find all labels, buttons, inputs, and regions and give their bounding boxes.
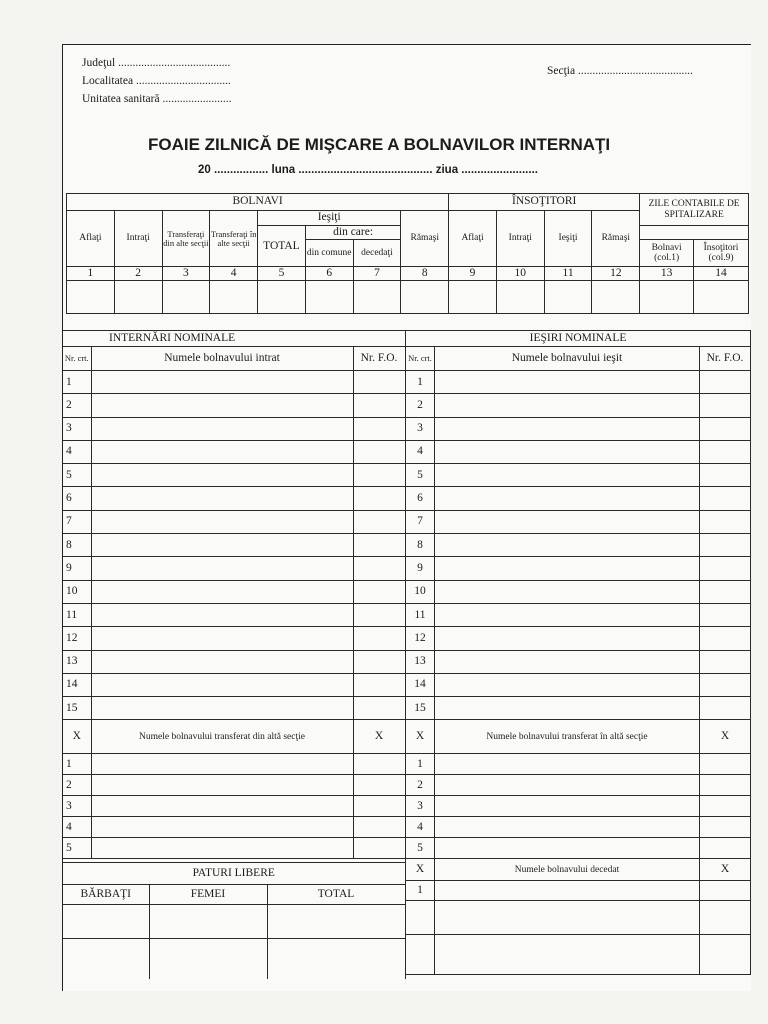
row-number: 2 bbox=[63, 775, 91, 796]
internare-row bbox=[63, 417, 405, 440]
transfer-din-row bbox=[63, 754, 405, 775]
row-number-cell[interactable] bbox=[406, 901, 435, 935]
patient-name-cell[interactable] bbox=[91, 487, 353, 510]
internare-row bbox=[63, 697, 405, 720]
row-number: 15 bbox=[406, 697, 435, 720]
patient-name-cell[interactable] bbox=[435, 796, 700, 817]
col-number: 3 bbox=[162, 267, 210, 281]
col-number: 14 bbox=[694, 267, 749, 281]
patient-name-cell[interactable] bbox=[435, 417, 700, 440]
col-decedati: decedaţi bbox=[353, 240, 401, 267]
fo-number-cell[interactable] bbox=[700, 754, 751, 775]
row-number: 4 bbox=[63, 817, 91, 838]
x-mark: X bbox=[700, 720, 751, 754]
iesire-row bbox=[406, 510, 751, 533]
total-value[interactable] bbox=[267, 905, 405, 939]
internari-heading: INTERNĂRI NOMINALE bbox=[63, 331, 405, 347]
fo-number-cell[interactable] bbox=[353, 440, 405, 463]
iesire-row bbox=[406, 580, 751, 603]
col-number: 13 bbox=[640, 267, 694, 281]
internare-row bbox=[63, 394, 405, 417]
entry-cell[interactable] bbox=[449, 281, 497, 314]
col-din-care: din care: bbox=[305, 226, 401, 240]
paturi-libere-table bbox=[63, 862, 406, 979]
patient-name-cell[interactable] bbox=[435, 464, 700, 487]
entry-cell[interactable] bbox=[162, 281, 210, 314]
patient-name-cell[interactable] bbox=[91, 510, 353, 533]
x-mark: X bbox=[406, 859, 435, 881]
fo-number-cell[interactable] bbox=[700, 394, 751, 417]
row-number: 15 bbox=[63, 697, 91, 720]
iesire-row bbox=[406, 417, 751, 440]
row-number: 3 bbox=[63, 796, 91, 817]
fo-number-cell[interactable] bbox=[700, 580, 751, 603]
transfer-din-row bbox=[63, 817, 405, 838]
fo-number-cell[interactable] bbox=[353, 796, 405, 817]
entry-cell[interactable] bbox=[401, 281, 449, 314]
patient-name-cell[interactable] bbox=[435, 371, 700, 394]
patient-name-cell[interactable] bbox=[435, 673, 700, 696]
patient-name-cell[interactable] bbox=[435, 487, 700, 510]
row-number: 3 bbox=[406, 796, 435, 817]
col-ins-ramasi: Rămaşi bbox=[592, 211, 640, 267]
fo-number-cell[interactable] bbox=[353, 603, 405, 626]
fo-number-cell[interactable] bbox=[700, 901, 751, 935]
entry-cell[interactable] bbox=[353, 281, 401, 314]
col-number: 1 bbox=[67, 267, 115, 281]
nr-fo-header: Nr. F.O. bbox=[700, 347, 751, 371]
row-number: 14 bbox=[63, 673, 91, 696]
row-number: 3 bbox=[63, 417, 91, 440]
row-number: 6 bbox=[63, 487, 91, 510]
patient-name-cell[interactable] bbox=[91, 603, 353, 626]
judetul-field[interactable]: Judeţul ....................................... bbox=[82, 57, 231, 69]
fo-number-cell[interactable] bbox=[353, 650, 405, 673]
fo-number-cell[interactable] bbox=[700, 440, 751, 463]
row-number: 5 bbox=[63, 838, 91, 859]
patient-name-cell[interactable] bbox=[91, 440, 353, 463]
row-number: 11 bbox=[406, 603, 435, 626]
form-title: FOAIE ZILNICĂ DE MIŞCARE A BOLNAVILOR INTERNAŢI bbox=[148, 135, 611, 154]
iesire-row bbox=[406, 673, 751, 696]
internare-row bbox=[63, 603, 405, 626]
fo-number-cell[interactable] bbox=[353, 754, 405, 775]
fo-number-cell[interactable] bbox=[353, 838, 405, 859]
unitatea-sanitara-field[interactable]: Unitatea sanitară ........................ bbox=[82, 93, 232, 105]
fo-number-cell[interactable] bbox=[700, 673, 751, 696]
col-number: 5 bbox=[258, 267, 306, 281]
row-number: 4 bbox=[406, 817, 435, 838]
fo-number-cell[interactable] bbox=[700, 603, 751, 626]
x-mark: X bbox=[353, 720, 405, 754]
internare-row bbox=[63, 627, 405, 650]
group-bolnavi: BOLNAVI bbox=[67, 194, 449, 211]
row-number: 5 bbox=[406, 838, 435, 859]
iesire-row bbox=[406, 697, 751, 720]
fo-number-cell[interactable] bbox=[700, 487, 751, 510]
localitatea-field[interactable]: Localitatea ................................. bbox=[82, 75, 231, 87]
fo-number-cell[interactable] bbox=[700, 935, 751, 975]
fo-number-cell[interactable] bbox=[353, 673, 405, 696]
patient-name-cell[interactable] bbox=[435, 697, 700, 720]
patient-name-cell[interactable] bbox=[435, 838, 700, 859]
fo-number-cell[interactable] bbox=[353, 371, 405, 394]
fo-number-cell[interactable] bbox=[353, 510, 405, 533]
patient-name-cell[interactable] bbox=[435, 775, 700, 796]
patient-name-cell[interactable] bbox=[91, 417, 353, 440]
patient-name-cell[interactable] bbox=[435, 754, 700, 775]
col-number: 10 bbox=[496, 267, 544, 281]
col-ramasi: Rămaşi bbox=[401, 211, 449, 267]
row-number: 12 bbox=[406, 627, 435, 650]
col-ins-aflati: Aflaţi bbox=[449, 211, 497, 267]
form-sheet bbox=[62, 44, 751, 991]
col-ins-iesiti: Ieşiţi bbox=[544, 211, 592, 267]
fo-number-cell[interactable] bbox=[700, 510, 751, 533]
patient-name-cell[interactable] bbox=[435, 557, 700, 580]
deceased-header: Numele bolnavului decedat bbox=[435, 859, 700, 881]
row-number: 2 bbox=[63, 394, 91, 417]
iesiri-heading: IEŞIRI NOMINALE bbox=[406, 331, 751, 347]
patient-name-cell[interactable] bbox=[91, 673, 353, 696]
internari-nominale-table bbox=[63, 330, 406, 859]
fo-number-cell[interactable] bbox=[700, 557, 751, 580]
patient-name-cell[interactable] bbox=[435, 510, 700, 533]
row-number: 3 bbox=[406, 417, 435, 440]
patient-name-cell[interactable] bbox=[91, 557, 353, 580]
iesire-row bbox=[406, 371, 751, 394]
fo-number-cell[interactable] bbox=[700, 697, 751, 720]
patient-name-cell[interactable] bbox=[435, 627, 700, 650]
entry-cell[interactable] bbox=[640, 281, 694, 314]
date-line[interactable]: 20 ................. luna .......................................... ziua ........................ bbox=[198, 164, 538, 176]
col-number: 6 bbox=[305, 267, 353, 281]
transfer-in-header-row bbox=[406, 720, 751, 754]
row-number-cell[interactable] bbox=[406, 935, 435, 975]
fo-number-cell[interactable] bbox=[700, 534, 751, 557]
fo-number-cell[interactable] bbox=[353, 697, 405, 720]
iesire-row bbox=[406, 394, 751, 417]
patient-name-cell[interactable] bbox=[435, 394, 700, 417]
row-number: 11 bbox=[63, 603, 91, 626]
row-number: 10 bbox=[406, 580, 435, 603]
transfer-in-row bbox=[406, 775, 751, 796]
internare-row bbox=[63, 557, 405, 580]
x-mark: X bbox=[406, 720, 435, 754]
col-number: 12 bbox=[592, 267, 640, 281]
transfer-in-row bbox=[406, 817, 751, 838]
col-total: TOTAL bbox=[258, 226, 306, 267]
internare-row bbox=[63, 673, 405, 696]
group-insotitori: ÎNSOŢITORI bbox=[449, 194, 640, 211]
patient-name-cell[interactable] bbox=[435, 935, 700, 975]
deceased-header-row bbox=[406, 859, 751, 881]
fo-number-cell[interactable] bbox=[700, 838, 751, 859]
patient-name-cell[interactable] bbox=[435, 817, 700, 838]
nr-crt-header: Nr. crt. bbox=[63, 347, 91, 371]
iesire-row bbox=[406, 650, 751, 673]
patient-name-cell[interactable] bbox=[91, 754, 353, 775]
entry-cell[interactable] bbox=[305, 281, 353, 314]
col-number: 2 bbox=[114, 267, 162, 281]
col-intrati: Intraţi bbox=[114, 211, 162, 267]
patient-name-cell[interactable] bbox=[435, 534, 700, 557]
row-number: 1 bbox=[406, 881, 435, 901]
row-number: 5 bbox=[406, 464, 435, 487]
entry-cell[interactable] bbox=[694, 281, 749, 314]
entry-cell[interactable] bbox=[210, 281, 258, 314]
row-number: 8 bbox=[63, 534, 91, 557]
row-number: 14 bbox=[406, 673, 435, 696]
row-number: 1 bbox=[63, 754, 91, 775]
col-transferati-in: Transferaţi în alte secţii bbox=[210, 211, 258, 267]
fo-number-cell[interactable] bbox=[353, 464, 405, 487]
col-ins-intrati: Intraţi bbox=[496, 211, 544, 267]
row-number: 8 bbox=[406, 534, 435, 557]
col-din-comune: din comune bbox=[305, 240, 353, 267]
col-zile-insotitori: Însoţitori (col.9) bbox=[694, 240, 749, 267]
fo-number-cell[interactable] bbox=[353, 487, 405, 510]
row-number: 9 bbox=[406, 557, 435, 580]
fo-number-cell[interactable] bbox=[353, 580, 405, 603]
fo-number-cell[interactable] bbox=[700, 796, 751, 817]
x-mark: X bbox=[700, 859, 751, 881]
transfer-in-row bbox=[406, 754, 751, 775]
patient-name-cell[interactable] bbox=[91, 650, 353, 673]
row-number: 2 bbox=[406, 775, 435, 796]
x-mark: X bbox=[63, 720, 91, 754]
col-number: 11 bbox=[544, 267, 592, 281]
fo-number-cell[interactable] bbox=[700, 650, 751, 673]
row-number: 1 bbox=[406, 754, 435, 775]
name-iesit-header: Numele bolnavului ieşit bbox=[435, 347, 700, 371]
iesire-row bbox=[406, 557, 751, 580]
fo-number-cell[interactable] bbox=[353, 627, 405, 650]
internare-row bbox=[63, 371, 405, 394]
col-iesiti: Ieşiţi bbox=[258, 211, 401, 226]
internare-row bbox=[63, 487, 405, 510]
transfer-in-row bbox=[406, 838, 751, 859]
patient-name-cell[interactable] bbox=[435, 881, 700, 901]
patient-name-cell[interactable] bbox=[91, 371, 353, 394]
row-number: 1 bbox=[406, 371, 435, 394]
row-number: 7 bbox=[406, 510, 435, 533]
patient-name-cell[interactable] bbox=[91, 580, 353, 603]
femei-header: FEMEI bbox=[149, 885, 267, 905]
row-number: 13 bbox=[406, 650, 435, 673]
fo-number-cell[interactable] bbox=[700, 464, 751, 487]
col-number: 9 bbox=[449, 267, 497, 281]
iesire-row bbox=[406, 487, 751, 510]
col-number: 4 bbox=[210, 267, 258, 281]
fo-number-cell[interactable] bbox=[353, 557, 405, 580]
iesire-row bbox=[406, 534, 751, 557]
col-zile-bolnavi: Bolnavi (col.1) bbox=[640, 240, 694, 267]
paturi-libere-heading: PATURI LIBERE bbox=[63, 863, 405, 885]
iesiri-nominale-table bbox=[405, 330, 751, 975]
femei-value[interactable] bbox=[149, 905, 267, 939]
nr-fo-header: Nr. F.O. bbox=[353, 347, 405, 371]
barbati-header: BĂRBAŢI bbox=[63, 885, 149, 905]
internare-row bbox=[63, 580, 405, 603]
transfer-din-header: Numele bolnavului transferat din altă secţie bbox=[91, 720, 353, 754]
row-number: 13 bbox=[63, 650, 91, 673]
name-intrat-header: Numele bolnavului intrat bbox=[91, 347, 353, 371]
col-transferati-din: Transferaţi din alte secţii bbox=[162, 211, 210, 267]
row-number: 4 bbox=[63, 440, 91, 463]
row-number: 6 bbox=[406, 487, 435, 510]
row-number: 1 bbox=[63, 371, 91, 394]
transfer-din-row bbox=[63, 775, 405, 796]
row-number: 4 bbox=[406, 440, 435, 463]
deceased-blank-row bbox=[406, 935, 751, 975]
row-number: 5 bbox=[63, 464, 91, 487]
fo-number-cell[interactable] bbox=[353, 394, 405, 417]
fo-number-cell[interactable] bbox=[700, 775, 751, 796]
sectia-field[interactable]: Secţia ........................................ bbox=[547, 65, 693, 77]
nr-crt-header: Nr. crt. bbox=[406, 347, 435, 371]
col-aflati: Aflaţi bbox=[67, 211, 115, 267]
col-number: 7 bbox=[353, 267, 401, 281]
fo-number-cell[interactable] bbox=[700, 881, 751, 901]
total-header: TOTAL bbox=[267, 885, 405, 905]
fo-number-cell[interactable] bbox=[700, 817, 751, 838]
transfer-din-header-row bbox=[63, 720, 405, 754]
patient-name-cell[interactable] bbox=[91, 534, 353, 557]
fo-number-cell[interactable] bbox=[353, 775, 405, 796]
patient-name-cell[interactable] bbox=[435, 603, 700, 626]
patient-name-cell[interactable] bbox=[91, 796, 353, 817]
patient-name-cell[interactable] bbox=[91, 838, 353, 859]
internare-row bbox=[63, 440, 405, 463]
patient-name-cell[interactable] bbox=[91, 697, 353, 720]
iesire-row bbox=[406, 440, 751, 463]
transfer-din-row bbox=[63, 796, 405, 817]
movement-table bbox=[66, 193, 749, 314]
entry-cell[interactable] bbox=[544, 281, 592, 314]
patient-name-cell[interactable] bbox=[435, 440, 700, 463]
iesire-row bbox=[406, 603, 751, 626]
fo-number-cell[interactable] bbox=[353, 534, 405, 557]
internare-row bbox=[63, 650, 405, 673]
col-number: 8 bbox=[401, 267, 449, 281]
patient-name-cell[interactable] bbox=[435, 901, 700, 935]
iesire-row bbox=[406, 627, 751, 650]
movement-entry-row bbox=[67, 281, 749, 314]
patient-name-cell[interactable] bbox=[91, 464, 353, 487]
entry-cell[interactable] bbox=[114, 281, 162, 314]
patient-name-cell[interactable] bbox=[435, 650, 700, 673]
row-number: 7 bbox=[63, 510, 91, 533]
fo-number-cell[interactable] bbox=[700, 417, 751, 440]
fo-number-cell[interactable] bbox=[353, 417, 405, 440]
entry-cell[interactable] bbox=[67, 281, 115, 314]
patient-name-cell[interactable] bbox=[91, 775, 353, 796]
patient-name-cell[interactable] bbox=[91, 394, 353, 417]
barbati-value[interactable] bbox=[63, 905, 149, 939]
row-number: 12 bbox=[63, 627, 91, 650]
deceased-blank-row bbox=[406, 901, 751, 935]
group-zile-contabile: ZILE CONTABILE DE SPITALIZARE bbox=[640, 194, 749, 226]
transfer-din-row bbox=[63, 838, 405, 859]
fo-number-cell[interactable] bbox=[353, 817, 405, 838]
entry-cell[interactable] bbox=[592, 281, 640, 314]
transfer-in-row bbox=[406, 796, 751, 817]
internare-row bbox=[63, 534, 405, 557]
patient-name-cell[interactable] bbox=[435, 580, 700, 603]
row-number: 9 bbox=[63, 557, 91, 580]
fo-number-cell[interactable] bbox=[700, 627, 751, 650]
internare-row bbox=[63, 464, 405, 487]
row-number: 2 bbox=[406, 394, 435, 417]
fo-number-cell[interactable] bbox=[700, 371, 751, 394]
entry-cell[interactable] bbox=[496, 281, 544, 314]
internare-row bbox=[63, 510, 405, 533]
patient-name-cell[interactable] bbox=[91, 817, 353, 838]
patient-name-cell[interactable] bbox=[91, 627, 353, 650]
row-number: 10 bbox=[63, 580, 91, 603]
iesire-row bbox=[406, 464, 751, 487]
transfer-in-header: Numele bolnavului transferat în altă secţie bbox=[435, 720, 700, 754]
deceased-row bbox=[406, 881, 751, 901]
entry-cell[interactable] bbox=[258, 281, 306, 314]
